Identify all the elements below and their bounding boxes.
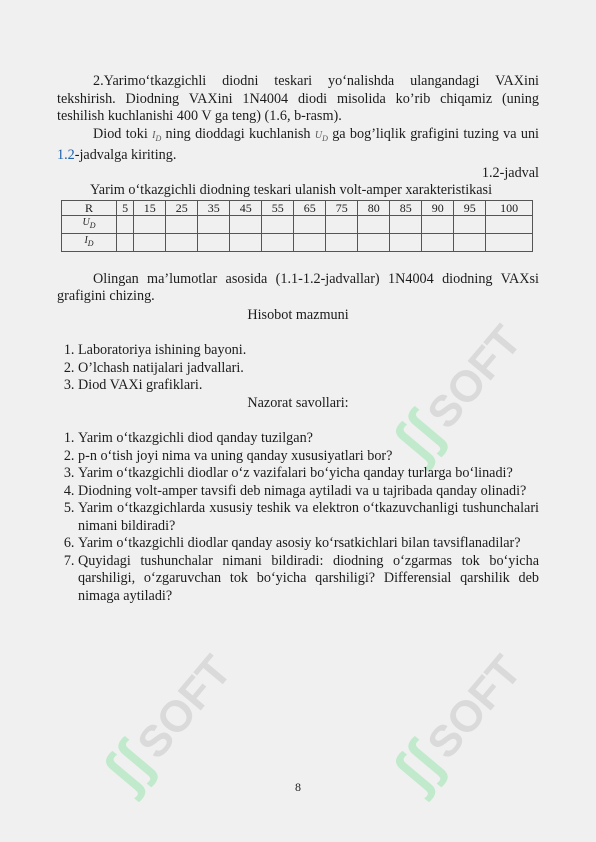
- var-subscript: D: [322, 133, 328, 143]
- list-item: 7. Quyidagi tushunchalar nimani bildiradi: diodning o‘zgarmas tok bo‘yicha qarshiligi, o‘zgaruvchan tok bo‘yicha qarshiligi? Differensial qarshilik deb nimaga aytiladi?: [78, 553, 539, 606]
- table-cell: [454, 215, 486, 233]
- table-cell: [134, 215, 166, 233]
- table-cell: [326, 233, 358, 251]
- table-reference: 1.2: [57, 147, 75, 163]
- page-number: 8: [295, 780, 301, 794]
- header-cell: 65: [294, 200, 326, 215]
- list-item: 5. Yarim o‘tkazgichlarda xususiy teshik va elektron o‘tkazuvchanligi tushunchalari nimani bildiradi?: [78, 500, 539, 535]
- table-cell: [262, 233, 294, 251]
- var-ud: [315, 130, 328, 141]
- table-cell: [198, 233, 230, 251]
- header-cell: 45: [230, 200, 262, 215]
- text-fragment: ning dioddagi kuchlanish: [161, 125, 315, 142]
- row-label-subscript: D: [87, 238, 94, 248]
- text-fragment: Diod toki: [93, 125, 153, 142]
- list-item: 2. O’lchash natijalari jadvallari.: [78, 360, 539, 378]
- header-cell: 5: [117, 200, 134, 215]
- table-cell: [198, 215, 230, 233]
- questions-list: [57, 430, 539, 605]
- watermark-logo: ʃʃSOFT: [380, 316, 532, 473]
- var-symbol: U: [314, 129, 323, 141]
- questions-heading: Nazorat savollari:: [247, 394, 349, 411]
- table-cell: [358, 215, 390, 233]
- header-cell: 85: [390, 200, 422, 215]
- header-cell: 55: [262, 200, 294, 215]
- header-cell: 80: [358, 200, 390, 215]
- header-label: R: [62, 200, 117, 215]
- table-label: 1.2-jadval: [481, 164, 539, 181]
- header-cell: 25: [166, 200, 198, 215]
- list-item: 3. Diod VAXi grafiklari.: [78, 377, 539, 395]
- list-item: 1. Yarim o‘tkazgichli diod qanday tuzilgan?: [78, 430, 539, 448]
- table-cell: [390, 215, 422, 233]
- table-cell: [454, 233, 486, 251]
- watermark-logo: ʃʃSOFT: [90, 646, 242, 803]
- row-label-symbol: I: [84, 234, 88, 246]
- var-symbol: I: [152, 129, 156, 141]
- list-item: 4. Diodning volt-amper tavsifi deb nimaga aytiladi va u tajribada qanday olinadi?: [78, 483, 539, 501]
- row-label-id: [62, 233, 117, 251]
- table-row-id: [62, 233, 533, 251]
- table-cell: [326, 215, 358, 233]
- vax-table: [61, 200, 533, 252]
- table-cell: [422, 215, 454, 233]
- report-list: [57, 342, 539, 395]
- table-cell: [230, 233, 262, 251]
- text-fragment: ga bog’liqlik grafigini tuzing va uni: [327, 125, 539, 142]
- report-heading: Hisobot mazmuni: [247, 306, 349, 323]
- table-cell: [358, 233, 390, 251]
- var-subscript: D: [155, 133, 162, 143]
- main-text: [57, 73, 539, 605]
- var-id: [152, 130, 161, 141]
- list-item: 1. Laboratoriya ishining bayoni.: [78, 342, 539, 360]
- paragraph-instruction: [57, 126, 539, 165]
- table-cell: [166, 233, 198, 251]
- table-cell: [166, 215, 198, 233]
- watermark-logo: ʃʃSOFT: [380, 646, 532, 803]
- list-item: 3. Yarim o‘tkazgichli diodlar o‘z vazifalari bo‘yicha qanday turlarga bo‘linadi?: [78, 465, 539, 483]
- header-cell: 15: [134, 200, 166, 215]
- table-caption: Yarim o‘tkazgichli diodning teskari ulanish volt-amper xarakteristikasi: [89, 182, 493, 198]
- table-cell: [294, 233, 326, 251]
- table-cell: [117, 233, 134, 251]
- row-label-ud: [62, 215, 117, 233]
- header-cell: 35: [198, 200, 230, 215]
- table-cell: [422, 233, 454, 251]
- list-item: 2. p-n o‘tish joyi nima va uning qanday xususiyatlari bor?: [78, 448, 539, 466]
- table-cell: [117, 215, 134, 233]
- list-item: 6. Yarim o‘tkazgichli diodlar qanday asosiy ko‘rsatkichlari bilan tavsiflanadilar?: [78, 535, 539, 553]
- header-cell: 90: [422, 200, 454, 215]
- row-label-symbol: U: [82, 216, 90, 228]
- header-cell: 75: [326, 200, 358, 215]
- table-cell: [134, 233, 166, 251]
- table-cell: [390, 233, 422, 251]
- header-cell: 95: [454, 200, 486, 215]
- text-fragment: -jadvalga kiriting.: [74, 147, 177, 163]
- table-cell: [486, 233, 533, 251]
- table-header-row: [62, 200, 533, 215]
- table-cell: [230, 215, 262, 233]
- table-cell: [486, 215, 533, 233]
- paragraph-intro: 2.Yarimo‘tkazgichli diodni teskari yo‘nalishda ulangandagi VAXini tekshirish. Diodning VAXini 1N4004 diodi misolida ko’rib chiqamiz (uning teshilish kuchlanishi 400 V ga teng) (1.6, b-rasm).: [57, 73, 539, 124]
- table-cell: [294, 215, 326, 233]
- paragraph-graph: Olingan ma’lumotlar asosida (1.1-1.2-jadvallar) 1N4004 diodning VAXsi grafigini chizing.: [57, 270, 539, 304]
- table-cell: [262, 215, 294, 233]
- table-row-ud: [62, 215, 533, 233]
- header-cell: 100: [486, 200, 533, 215]
- row-label-subscript: D: [89, 220, 96, 230]
